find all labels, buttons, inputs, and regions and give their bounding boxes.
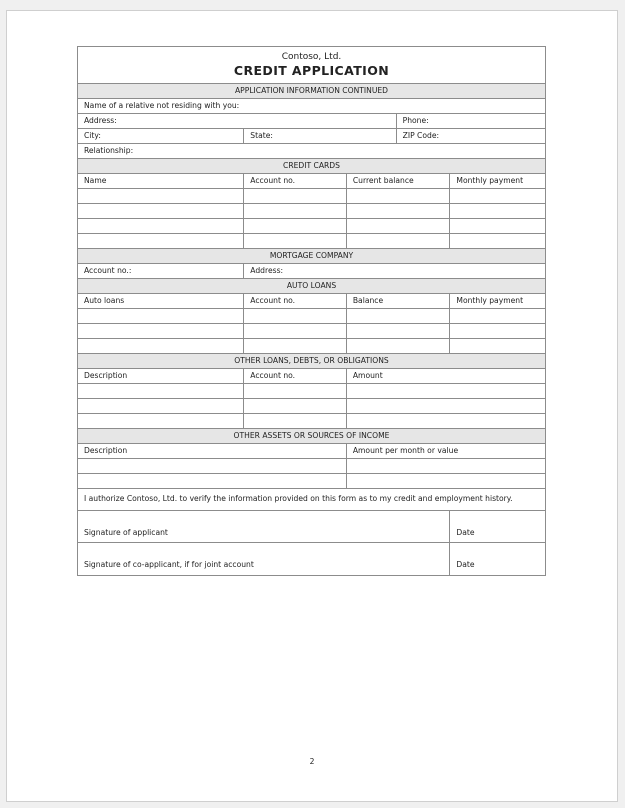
table-row: [78, 474, 545, 489]
address-field[interactable]: Address:: [78, 114, 397, 128]
table-row: [78, 384, 545, 399]
applicant-signature-field[interactable]: Signature of applicant: [78, 511, 450, 542]
table-cell[interactable]: [450, 324, 545, 338]
table-cell[interactable]: [347, 414, 545, 428]
column-header: Balance: [347, 294, 451, 308]
address-row: [78, 114, 545, 129]
table-cell[interactable]: [244, 189, 347, 203]
table-row: [78, 324, 545, 339]
table-cell[interactable]: [78, 204, 244, 218]
table-cell[interactable]: [78, 399, 244, 413]
table-cell[interactable]: [450, 309, 545, 323]
table-cell[interactable]: [244, 219, 347, 233]
table-row: [78, 399, 545, 414]
table-row: [78, 189, 545, 204]
table-row: [78, 204, 545, 219]
table-cell[interactable]: [450, 204, 545, 218]
table-cell[interactable]: [78, 189, 244, 203]
mortgage-address-field[interactable]: Address:: [250, 266, 284, 275]
other-loans-header-row: [78, 369, 545, 384]
table-cell[interactable]: [347, 189, 451, 203]
table-cell[interactable]: [78, 219, 244, 233]
city-row: [78, 129, 545, 144]
mortgage-account-field[interactable]: Account no.:: [78, 264, 244, 278]
table-cell[interactable]: [244, 399, 347, 413]
table-cell[interactable]: [347, 339, 451, 353]
table-cell[interactable]: [78, 474, 347, 488]
table-cell[interactable]: [347, 399, 545, 413]
table-cell[interactable]: [244, 339, 347, 353]
table-cell[interactable]: [347, 219, 451, 233]
credit-application-form: [77, 46, 546, 576]
column-header: Description: [78, 369, 244, 383]
table-row: [78, 234, 545, 249]
column-header: Name: [78, 174, 244, 188]
section-auto-loans: AUTO LOANS: [78, 279, 545, 294]
table-cell[interactable]: [78, 309, 244, 323]
section-application-info: APPLICATION INFORMATION CONTINUED: [78, 84, 545, 99]
auto-loans-header-row: [78, 294, 545, 309]
table-cell[interactable]: [347, 324, 451, 338]
table-cell[interactable]: [78, 234, 244, 248]
table-row: [78, 414, 545, 429]
column-header: Description: [78, 444, 347, 458]
table-cell[interactable]: [244, 384, 347, 398]
form-header: [78, 47, 545, 84]
table-cell[interactable]: [347, 384, 545, 398]
column-header: Account no.: [244, 294, 347, 308]
column-header: Account no.: [244, 174, 347, 188]
table-cell[interactable]: [347, 234, 451, 248]
phone-field[interactable]: Phone:: [402, 116, 429, 125]
table-cell[interactable]: [244, 414, 347, 428]
relative-name-field[interactable]: Name of a relative not residing with you:: [84, 101, 240, 110]
table-cell[interactable]: [244, 309, 347, 323]
table-row: [78, 219, 545, 234]
table-cell[interactable]: [347, 474, 545, 488]
table-cell[interactable]: [450, 339, 545, 353]
applicant-signature-row: [78, 511, 545, 543]
table-cell[interactable]: [450, 234, 545, 248]
page-number: 2: [309, 757, 315, 766]
credit-cards-header-row: [78, 174, 545, 189]
section-other-assets: OTHER ASSETS OR SOURCES OF INCOME: [78, 429, 545, 444]
table-row: [78, 339, 545, 354]
form-title: CREDIT APPLICATION: [233, 63, 390, 78]
zip-field[interactable]: ZIP Code:: [402, 131, 440, 140]
column-header: Monthly payment: [456, 296, 524, 305]
column-header: Current balance: [347, 174, 451, 188]
relative-name-row: [78, 99, 545, 114]
section-mortgage: MORTGAGE COMPANY: [78, 249, 545, 264]
table-cell[interactable]: [347, 204, 451, 218]
relationship-row: [78, 144, 545, 159]
table-cell[interactable]: [450, 219, 545, 233]
other-assets-header-row: [78, 444, 545, 459]
city-field[interactable]: City:: [78, 129, 244, 143]
column-header: Auto loans: [78, 294, 244, 308]
table-cell[interactable]: [78, 459, 347, 473]
column-header: Amount per month or value: [352, 446, 459, 455]
co-applicant-signature-row: [78, 543, 545, 575]
column-header: Amount: [352, 371, 383, 380]
column-header: Account no.: [244, 369, 347, 383]
state-field[interactable]: State:: [244, 129, 396, 143]
mortgage-row: [78, 264, 545, 279]
table-row: [78, 459, 545, 474]
table-cell[interactable]: [78, 414, 244, 428]
table-cell[interactable]: [78, 339, 244, 353]
column-header: Monthly payment: [456, 176, 524, 185]
table-cell[interactable]: [78, 324, 244, 338]
applicant-date-field[interactable]: Date: [456, 528, 475, 537]
company-name: Contoso, Ltd.: [281, 52, 342, 62]
authorization-statement: I authorize Contoso, Ltd. to verify the information provided on this form as to my credit and employment history.: [78, 489, 545, 511]
relationship-field[interactable]: Relationship:: [84, 146, 134, 155]
section-other-loans: OTHER LOANS, DEBTS, OR OBLIGATIONS: [78, 354, 545, 369]
co-applicant-date-field[interactable]: Date: [456, 560, 475, 569]
table-cell[interactable]: [450, 189, 545, 203]
section-credit-cards: CREDIT CARDS: [78, 159, 545, 174]
table-cell[interactable]: [347, 459, 545, 473]
table-cell[interactable]: [244, 204, 347, 218]
table-cell[interactable]: [244, 324, 347, 338]
table-cell[interactable]: [244, 234, 347, 248]
table-cell[interactable]: [347, 309, 451, 323]
table-cell[interactable]: [78, 384, 244, 398]
document-page: [6, 10, 618, 802]
co-applicant-signature-field[interactable]: Signature of co-applicant, if for joint account: [78, 543, 450, 575]
table-row: [78, 309, 545, 324]
